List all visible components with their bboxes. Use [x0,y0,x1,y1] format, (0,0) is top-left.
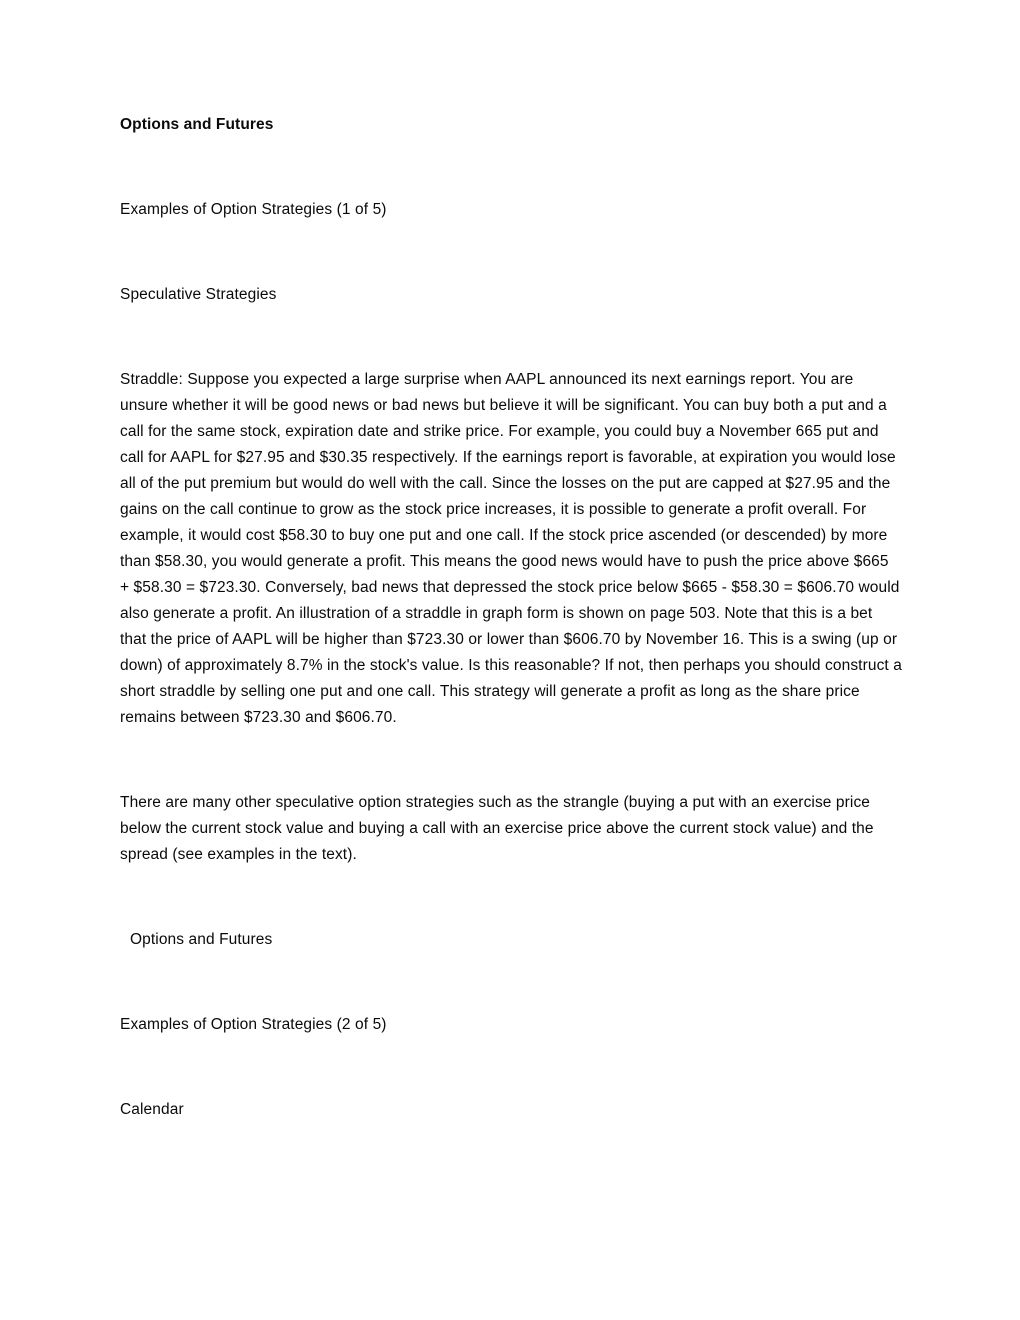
section-heading-speculative: Speculative Strategies [120,286,277,303]
slide-subtitle-1: Examples of Option Strategies (1 of 5) [120,201,387,218]
slide-subtitle-2: Examples of Option Strategies (2 of 5) [120,1016,387,1033]
doc-title-heading-2: Options and Futures [130,931,273,948]
paragraph-strangle: There are many other speculative option strategies such as the strangle (buying a put with an exercise price below the current stock value and buying a call with an exercise price above the current stock value) and the spread (see examples in the text). [120,794,874,863]
section-heading-calendar: Calendar [120,1101,184,1118]
paragraph-straddle: Straddle: Suppose you expected a large surprise when AAPL announced its next earnings report. You are unsure whether it will be good news or bad news but believe it will be significant. You can buy both a put and a call for the same stock, expiration date and strike price. For example, you could buy a November 665 put and call for AAPL for $27.95 and $30.35 respectively. If the earnings report is favorable, at expiration you would lose all of the put premium but would do well with the call. Since the losses on the put are capped at $27.95 and the gains on the call continue to grow as the stock price increases, it is possible to generate a profit overall. For example, it would cost $58.30 to buy one put and one call. If the stock price ascended (or descended) by more than $58.30, you would generate a profit. This means the good news would have to push the price above $665 + $58.30 = $723.30. Conversely, bad news that depressed the stock price below $665 - $58.30 = $606.70 would also generate a profit. An illustration of a straddle in graph form is shown on page 503. Note that this is a bet that the price of AAPL will be higher than $723.30 or lower than $606.70 by November 16. This is a swing (up or down) of approximately 8.7% in the stock's value. Is this reasonable? If not, then perhaps you should construct a short straddle by selling one put and one call. This strategy will generate a profit as long as the share price remains between $723.30 and $606.70. [120,371,902,726]
doc-title-heading: Options and Futures [120,116,274,133]
